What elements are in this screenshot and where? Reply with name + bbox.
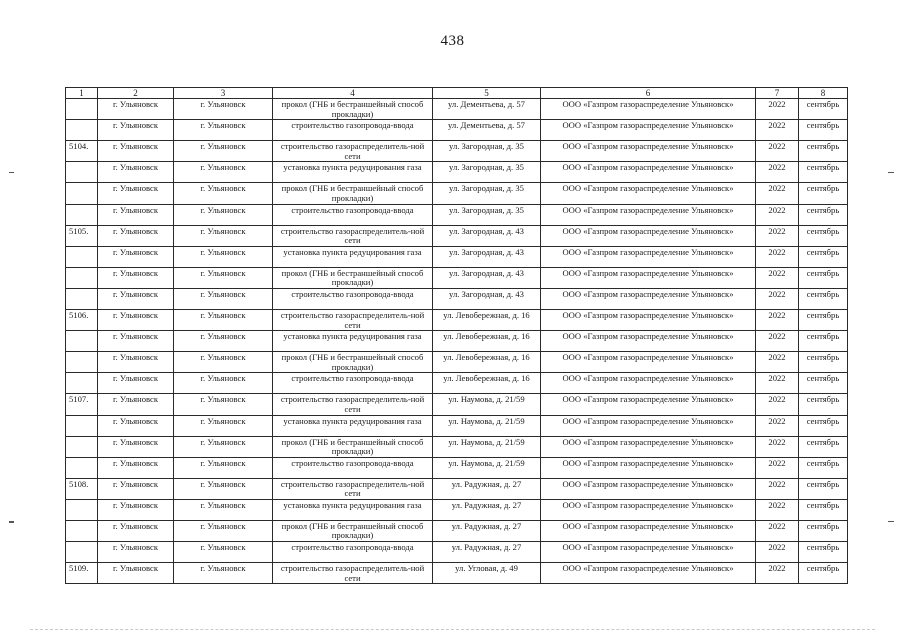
address-cell: ул. Наумова, д. 21/59 <box>433 415 541 436</box>
month-cell: сентябрь <box>799 331 848 352</box>
table-row <box>66 563 848 584</box>
settlement-cell: г. Ульяновск <box>174 267 273 288</box>
month-cell: сентябрь <box>799 457 848 478</box>
row-number: 5105. <box>66 225 98 246</box>
year-cell: 2022 <box>756 288 799 309</box>
organization-cell: ООО «Газпром газораспределение Ульяновск» <box>541 99 756 120</box>
table-row <box>66 204 848 225</box>
header-cell: 2 <box>98 88 174 99</box>
page-number: 438 <box>440 33 465 49</box>
settlement-cell: г. Ульяновск <box>174 204 273 225</box>
organization-cell: ООО «Газпром газораспределение Ульяновск» <box>541 499 756 520</box>
row-number <box>66 267 98 288</box>
margin-mark-left-1 <box>9 172 14 173</box>
year-cell: 2022 <box>756 394 799 415</box>
table-row <box>66 141 848 162</box>
settlement-cell: г. Ульяновск <box>174 436 273 457</box>
work-type-cell: строительство газопровода-ввода <box>273 373 433 394</box>
address-cell: ул. Дементьева, д. 57 <box>433 120 541 141</box>
settlement-cell: г. Ульяновск <box>174 331 273 352</box>
settlement-cell: г. Ульяновск <box>174 457 273 478</box>
year-cell: 2022 <box>756 225 799 246</box>
table-row <box>66 99 848 120</box>
organization-cell: ООО «Газпром газораспределение Ульяновск» <box>541 542 756 563</box>
settlement-cell: г. Ульяновск <box>174 499 273 520</box>
address-cell: ул. Наумова, д. 21/59 <box>433 436 541 457</box>
year-cell: 2022 <box>756 436 799 457</box>
year-cell: 2022 <box>756 309 799 330</box>
locality-cell: г. Ульяновск <box>98 225 174 246</box>
table-row <box>66 183 848 204</box>
month-cell: сентябрь <box>799 225 848 246</box>
address-cell: ул. Радужная, д. 27 <box>433 542 541 563</box>
table-row <box>66 246 848 267</box>
settlement-cell: г. Ульяновск <box>174 394 273 415</box>
year-cell: 2022 <box>756 563 799 584</box>
organization-cell: ООО «Газпром газораспределение Ульяновск» <box>541 563 756 584</box>
address-cell: ул. Левобережная, д. 16 <box>433 373 541 394</box>
margin-mark-left-2 <box>9 521 14 523</box>
row-number <box>66 520 98 541</box>
month-cell: сентябрь <box>799 246 848 267</box>
year-cell: 2022 <box>756 331 799 352</box>
locality-cell: г. Ульяновск <box>98 415 174 436</box>
month-cell: сентябрь <box>799 267 848 288</box>
organization-cell: ООО «Газпром газораспределение Ульяновск» <box>541 520 756 541</box>
table-row <box>66 457 848 478</box>
month-cell: сентябрь <box>799 520 848 541</box>
organization-cell: ООО «Газпром газораспределение Ульяновск» <box>541 373 756 394</box>
locality-cell: г. Ульяновск <box>98 204 174 225</box>
year-cell: 2022 <box>756 141 799 162</box>
row-number <box>66 246 98 267</box>
month-cell: сентябрь <box>799 436 848 457</box>
address-cell: ул. Загородная, д. 43 <box>433 288 541 309</box>
year-cell: 2022 <box>756 204 799 225</box>
organization-cell: ООО «Газпром газораспределение Ульяновск» <box>541 478 756 499</box>
work-type-cell: установка пункта редуцирования газа <box>273 246 433 267</box>
work-type-cell: строительство газораспределитель-ной сети <box>273 394 433 415</box>
settlement-cell: г. Ульяновск <box>174 288 273 309</box>
address-cell: ул. Наумова, д. 21/59 <box>433 457 541 478</box>
address-cell: ул. Радужная, д. 27 <box>433 520 541 541</box>
organization-cell: ООО «Газпром газораспределение Ульяновск» <box>541 246 756 267</box>
locality-cell: г. Ульяновск <box>98 183 174 204</box>
organization-cell: ООО «Газпром газораспределение Ульяновск» <box>541 288 756 309</box>
work-type-cell: строительство газопровода-ввода <box>273 457 433 478</box>
table-row <box>66 162 848 183</box>
work-type-cell: строительство газопровода-ввода <box>273 204 433 225</box>
table-row <box>66 415 848 436</box>
work-type-cell: установка пункта редуцирования газа <box>273 331 433 352</box>
address-cell: ул. Левобережная, д. 16 <box>433 309 541 330</box>
organization-cell: ООО «Газпром газораспределение Ульяновск» <box>541 141 756 162</box>
work-type-cell: строительство газораспределитель-ной сети <box>273 563 433 584</box>
year-cell: 2022 <box>756 499 799 520</box>
row-number <box>66 183 98 204</box>
locality-cell: г. Ульяновск <box>98 352 174 373</box>
header-cell: 6 <box>541 88 756 99</box>
work-type-cell: строительство газораспределитель-ной сети <box>273 478 433 499</box>
month-cell: сентябрь <box>799 120 848 141</box>
header-cell: 5 <box>433 88 541 99</box>
organization-cell: ООО «Газпром газораспределение Ульяновск» <box>541 204 756 225</box>
settlement-cell: г. Ульяновск <box>174 183 273 204</box>
address-cell: ул. Радужная, д. 27 <box>433 478 541 499</box>
address-cell: ул. Левобережная, д. 16 <box>433 331 541 352</box>
table-row <box>66 373 848 394</box>
row-number <box>66 204 98 225</box>
locality-cell: г. Ульяновск <box>98 99 174 120</box>
locality-cell: г. Ульяновск <box>98 162 174 183</box>
row-number <box>66 457 98 478</box>
year-cell: 2022 <box>756 246 799 267</box>
work-type-cell: строительство газораспределитель-ной сети <box>273 141 433 162</box>
address-cell: ул. Левобережная, д. 16 <box>433 352 541 373</box>
locality-cell: г. Ульяновск <box>98 436 174 457</box>
header-cell: 1 <box>66 88 98 99</box>
settlement-cell: г. Ульяновск <box>174 542 273 563</box>
work-type-cell: прокол (ГНБ и бестраншейный способ прокладки) <box>273 267 433 288</box>
header-cell: 4 <box>273 88 433 99</box>
settlement-cell: г. Ульяновск <box>174 162 273 183</box>
document-table <box>65 87 848 584</box>
row-number <box>66 162 98 183</box>
table-row <box>66 267 848 288</box>
work-type-cell: установка пункта редуцирования газа <box>273 499 433 520</box>
work-type-cell: строительство газораспределитель-ной сети <box>273 309 433 330</box>
row-number <box>66 542 98 563</box>
month-cell: сентябрь <box>799 183 848 204</box>
year-cell: 2022 <box>756 267 799 288</box>
month-cell: сентябрь <box>799 352 848 373</box>
locality-cell: г. Ульяновск <box>98 331 174 352</box>
year-cell: 2022 <box>756 352 799 373</box>
year-cell: 2022 <box>756 99 799 120</box>
table-row <box>66 436 848 457</box>
locality-cell: г. Ульяновск <box>98 288 174 309</box>
work-type-cell: строительство газопровода-ввода <box>273 542 433 563</box>
table-row <box>66 394 848 415</box>
year-cell: 2022 <box>756 120 799 141</box>
address-cell: ул. Загородная, д. 43 <box>433 225 541 246</box>
table-row <box>66 225 848 246</box>
row-number: 5107. <box>66 394 98 415</box>
month-cell: сентябрь <box>799 563 848 584</box>
organization-cell: ООО «Газпром газораспределение Ульяновск» <box>541 415 756 436</box>
address-cell: ул. Наумова, д. 21/59 <box>433 394 541 415</box>
work-type-cell: прокол (ГНБ и бестраншейный способ прокладки) <box>273 183 433 204</box>
row-number: 5106. <box>66 309 98 330</box>
organization-cell: ООО «Газпром газораспределение Ульяновск» <box>541 352 756 373</box>
row-number <box>66 373 98 394</box>
locality-cell: г. Ульяновск <box>98 563 174 584</box>
row-number: 5109. <box>66 563 98 584</box>
locality-cell: г. Ульяновск <box>98 120 174 141</box>
row-number <box>66 352 98 373</box>
header-cell: 7 <box>756 88 799 99</box>
locality-cell: г. Ульяновск <box>98 478 174 499</box>
work-type-cell: прокол (ГНБ и бестраншейный способ прокладки) <box>273 99 433 120</box>
year-cell: 2022 <box>756 478 799 499</box>
organization-cell: ООО «Газпром газораспределение Ульяновск» <box>541 436 756 457</box>
table-row <box>66 520 848 541</box>
organization-cell: ООО «Газпром газораспределение Ульяновск» <box>541 162 756 183</box>
settlement-cell: г. Ульяновск <box>174 415 273 436</box>
table-row <box>66 331 848 352</box>
work-type-cell: строительство газопровода-ввода <box>273 120 433 141</box>
organization-cell: ООО «Газпром газораспределение Ульяновск» <box>541 457 756 478</box>
work-type-cell: установка пункта редуцирования газа <box>273 415 433 436</box>
month-cell: сентябрь <box>799 373 848 394</box>
address-cell: ул. Загородная, д. 43 <box>433 267 541 288</box>
month-cell: сентябрь <box>799 141 848 162</box>
year-cell: 2022 <box>756 457 799 478</box>
settlement-cell: г. Ульяновск <box>174 120 273 141</box>
month-cell: сентябрь <box>799 478 848 499</box>
table-row <box>66 352 848 373</box>
row-number <box>66 331 98 352</box>
table-row <box>66 288 848 309</box>
page-bottom-edge <box>30 629 875 630</box>
margin-mark-right-2 <box>888 521 894 522</box>
table-row <box>66 309 848 330</box>
locality-cell: г. Ульяновск <box>98 394 174 415</box>
locality-cell: г. Ульяновск <box>98 373 174 394</box>
address-cell: ул. Загородная, д. 35 <box>433 183 541 204</box>
header-row <box>66 88 848 99</box>
month-cell: сентябрь <box>799 204 848 225</box>
organization-cell: ООО «Газпром газораспределение Ульяновск» <box>541 225 756 246</box>
row-number <box>66 120 98 141</box>
address-cell: ул. Радужная, д. 27 <box>433 499 541 520</box>
settlement-cell: г. Ульяновск <box>174 99 273 120</box>
header-cell: 8 <box>799 88 848 99</box>
row-number <box>66 99 98 120</box>
month-cell: сентябрь <box>799 309 848 330</box>
month-cell: сентябрь <box>799 499 848 520</box>
locality-cell: г. Ульяновск <box>98 542 174 563</box>
address-cell: ул. Загородная, д. 43 <box>433 246 541 267</box>
row-number <box>66 415 98 436</box>
locality-cell: г. Ульяновск <box>98 457 174 478</box>
year-cell: 2022 <box>756 373 799 394</box>
work-type-cell: установка пункта редуцирования газа <box>273 162 433 183</box>
settlement-cell: г. Ульяновск <box>174 520 273 541</box>
settlement-cell: г. Ульяновск <box>174 225 273 246</box>
month-cell: сентябрь <box>799 99 848 120</box>
settlement-cell: г. Ульяновск <box>174 246 273 267</box>
organization-cell: ООО «Газпром газораспределение Ульяновск» <box>541 267 756 288</box>
settlement-cell: г. Ульяновск <box>174 309 273 330</box>
locality-cell: г. Ульяновск <box>98 141 174 162</box>
organization-cell: ООО «Газпром газораспределение Ульяновск» <box>541 183 756 204</box>
address-cell: ул. Загородная, д. 35 <box>433 204 541 225</box>
month-cell: сентябрь <box>799 162 848 183</box>
month-cell: сентябрь <box>799 288 848 309</box>
month-cell: сентябрь <box>799 394 848 415</box>
settlement-cell: г. Ульяновск <box>174 563 273 584</box>
locality-cell: г. Ульяновск <box>98 499 174 520</box>
month-cell: сентябрь <box>799 542 848 563</box>
row-number <box>66 499 98 520</box>
row-number: 5104. <box>66 141 98 162</box>
organization-cell: ООО «Газпром газораспределение Ульяновск» <box>541 394 756 415</box>
settlement-cell: г. Ульяновск <box>174 478 273 499</box>
row-number <box>66 288 98 309</box>
year-cell: 2022 <box>756 542 799 563</box>
address-cell: ул. Угловая, д. 49 <box>433 563 541 584</box>
header-cell: 3 <box>174 88 273 99</box>
locality-cell: г. Ульяновск <box>98 267 174 288</box>
address-cell: ул. Загородная, д. 35 <box>433 162 541 183</box>
year-cell: 2022 <box>756 183 799 204</box>
year-cell: 2022 <box>756 415 799 436</box>
address-cell: ул. Загородная, д. 35 <box>433 141 541 162</box>
work-type-cell: прокол (ГНБ и бестраншейный способ прокладки) <box>273 352 433 373</box>
table-row <box>66 478 848 499</box>
locality-cell: г. Ульяновск <box>98 520 174 541</box>
work-type-cell: прокол (ГНБ и бестраншейный способ прокладки) <box>273 436 433 457</box>
month-cell: сентябрь <box>799 415 848 436</box>
row-number: 5108. <box>66 478 98 499</box>
organization-cell: ООО «Газпром газораспределение Ульяновск» <box>541 309 756 330</box>
locality-cell: г. Ульяновск <box>98 246 174 267</box>
year-cell: 2022 <box>756 520 799 541</box>
year-cell: 2022 <box>756 162 799 183</box>
table-row <box>66 542 848 563</box>
settlement-cell: г. Ульяновск <box>174 373 273 394</box>
table-row <box>66 499 848 520</box>
organization-cell: ООО «Газпром газораспределение Ульяновск» <box>541 120 756 141</box>
settlement-cell: г. Ульяновск <box>174 352 273 373</box>
locality-cell: г. Ульяновск <box>98 309 174 330</box>
settlement-cell: г. Ульяновск <box>174 141 273 162</box>
work-type-cell: строительство газораспределитель-ной сети <box>273 225 433 246</box>
table-row <box>66 120 848 141</box>
address-cell: ул. Дементьева, д. 57 <box>433 99 541 120</box>
organization-cell: ООО «Газпром газораспределение Ульяновск» <box>541 331 756 352</box>
row-number <box>66 436 98 457</box>
work-type-cell: прокол (ГНБ и бестраншейный способ прокладки) <box>273 520 433 541</box>
margin-mark-right-1 <box>888 172 894 173</box>
work-type-cell: строительство газопровода-ввода <box>273 288 433 309</box>
